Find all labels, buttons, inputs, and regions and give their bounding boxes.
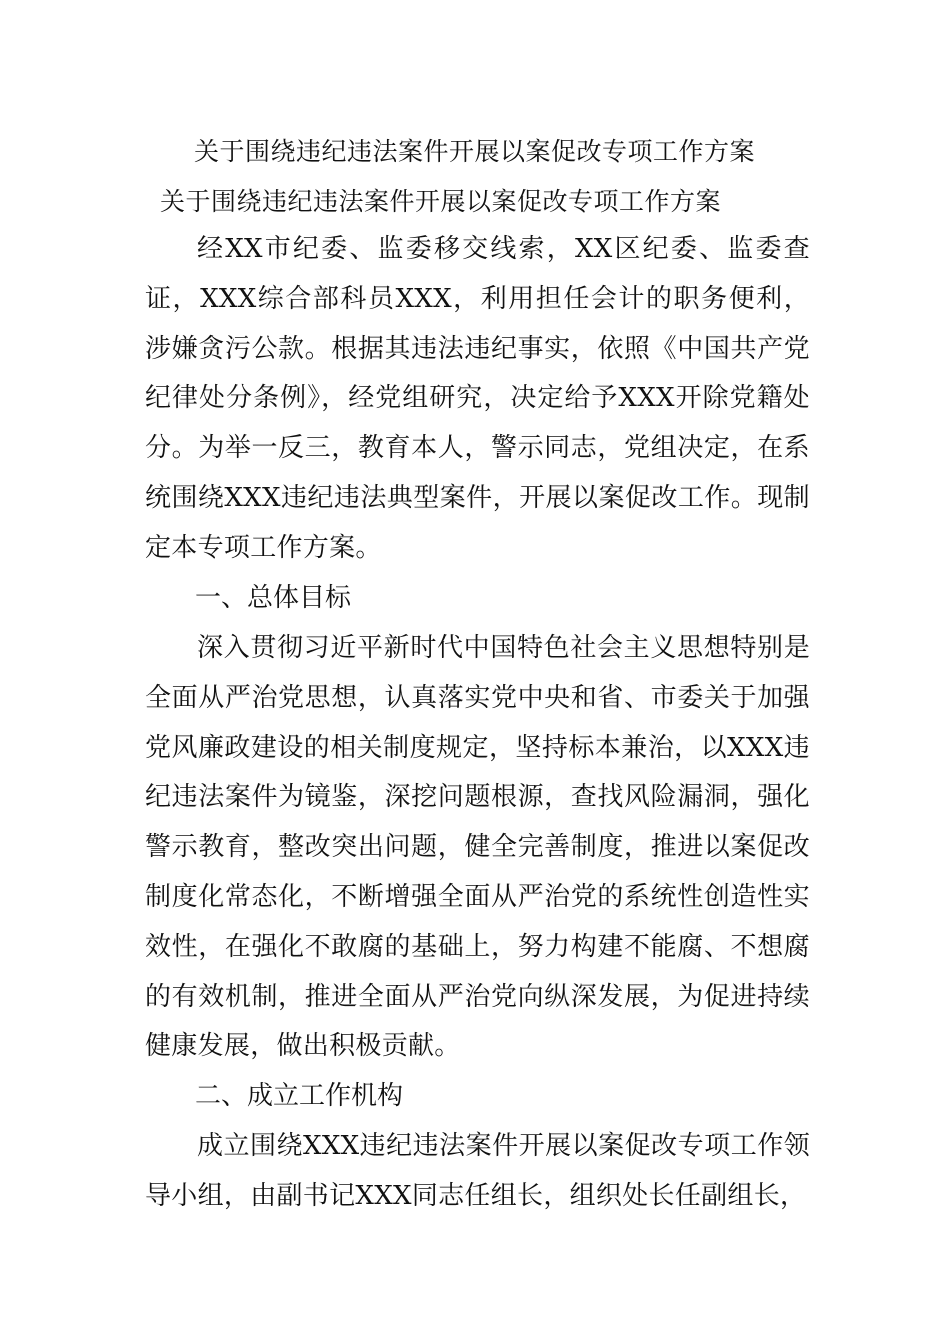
intro-paragraph: 经XX市纪委、监委移交线索，XX区纪委、监委查证，XXX综合部科员XXX，利用担任会计的职务便利，涉嫌贪污公款。根据其违法违纪事实，依照《中国共产党纪律处分条例》，经党组研究，决定给予XXX开除党籍处分。为举一反三，教育本人，警示同志，党组决定，在系统围绕XXX违纪违法典型案件，开展以案促改工作。现制定本专项工作方案。 <box>145 234 810 563</box>
section-heading-work-organization: 二、成立工作机构 <box>195 1081 404 1111</box>
general-goal-paragraph: 深入贯彻习近平新时代中国特色社会主义思想特别是全面从严治党思想，认真落实党中央和省、市委关于加强党风廉政建设的相关制度规定，坚持标本兼治，以XXX违纪违法案件为镜鉴，深挖问题根源，查找风险漏洞，强化警示教育，整改突出问题，健全完善制度，推进以案促改制度化常态化，不断增强全面从严治党的系统性创造性实效性，在强化不敢腐的基础上，努力构建不能腐、不想腐的有效机制，推进全面从严治党向纵深发展，为促进持续健康发展，做出积极贡献。 <box>145 633 810 1062</box>
work-organization-paragraph: 成立围绕XXX违纪违法案件开展以案促改专项工作领导小组，由副书记XXX同志任组长，组织处长任副组长， <box>145 1131 810 1211</box>
document-title: 关于围绕违纪违法案件开展以案促改专项工作方案 <box>194 137 756 166</box>
document-title-repeat: 关于围绕违纪违法案件开展以案促改专项工作方案 <box>160 187 722 216</box>
section-heading-general-goal: 一、总体目标 <box>195 583 352 613</box>
